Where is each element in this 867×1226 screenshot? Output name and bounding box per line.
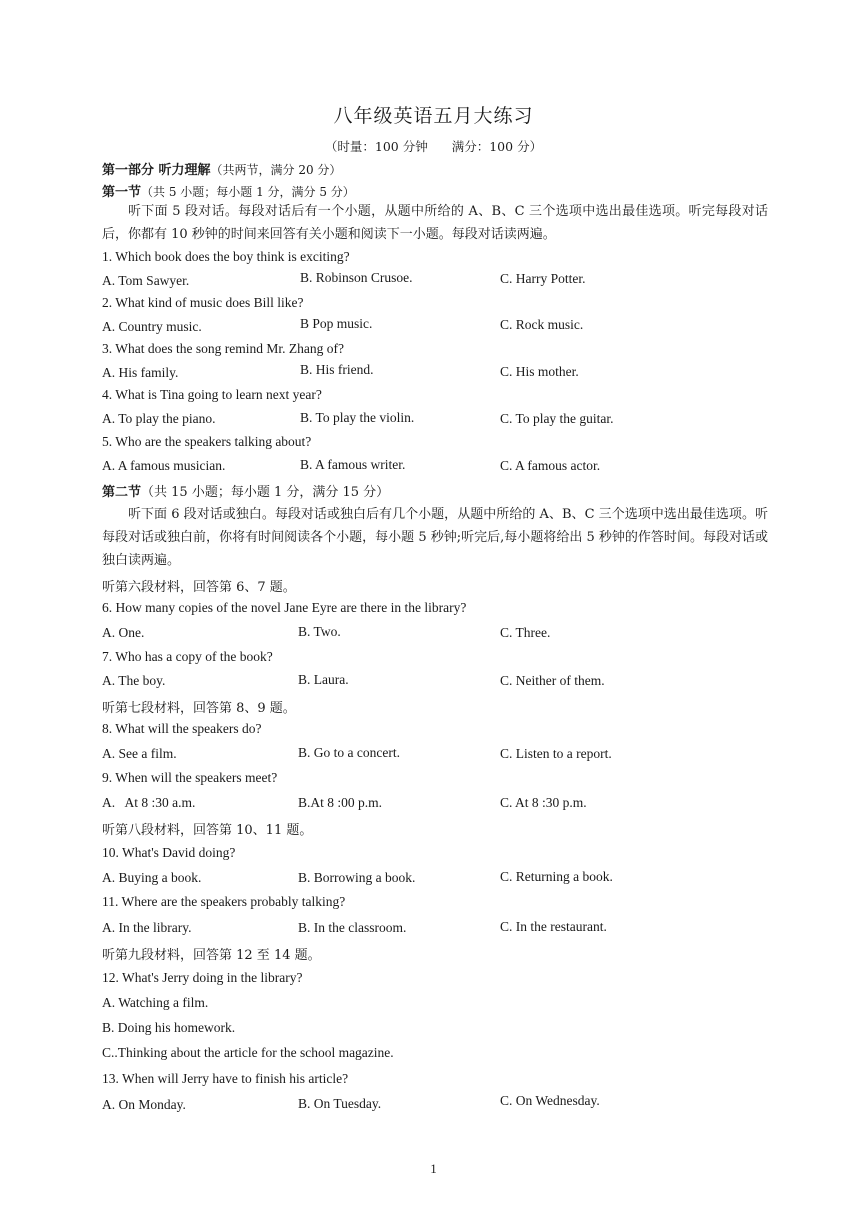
page-number: 1 <box>430 1161 437 1176</box>
part1-label: 第一部分 听力理解 <box>102 163 211 178</box>
question-5: 5. Who are the speakers talking about? <box>102 434 312 449</box>
q13-option-c: C. On Wednesday. <box>500 1093 600 1108</box>
q9-option-b: B.At 8 :00 p.m. <box>298 795 383 810</box>
q1-option-c: C. Harry Potter. <box>500 271 586 286</box>
q11-option-c: C. In the restaurant. <box>500 919 607 934</box>
section2-note: （共 15 小题；每小题 1 分，满分 15 分） <box>141 485 390 500</box>
q13-option-b: B. On Tuesday. <box>298 1096 382 1111</box>
section1-note: （共 5 小题；每小题 1 分，满分 5 分） <box>141 185 355 199</box>
part1-heading <box>102 159 341 178</box>
section1-instructions: 听下面 5 段对话。每段对话后有一个小题，从题中所给的 A、B、C 三个选项中选出最佳选项。听完每段对话后，你都有 10 秒钟的时间来回答有关小题和阅读下一小题。每段对话读两遍。 <box>102 204 768 242</box>
question-6: 6. How many copies of the novel Jane Eyre are there in the library? <box>102 600 467 615</box>
material-8-label: 听第八段材料，回答第 10、11 题。 <box>102 823 313 838</box>
q3-option-b: B. His friend. <box>300 362 374 377</box>
q6-option-c: C. Three. <box>500 625 551 640</box>
q3-option-c: C. His mother. <box>500 364 579 379</box>
q3-option-a: A. His family. <box>102 365 179 380</box>
question-10: 10. What's David doing? <box>102 845 236 860</box>
q7-option-a: A. The boy. <box>102 673 166 688</box>
q7-option-b: B. Laura. <box>298 672 349 687</box>
q5-option-a: A. A famous musician. <box>102 458 226 473</box>
question-7: 7. Who has a copy of the book? <box>102 649 273 664</box>
material-6-label: 听第六段材料，回答第 6、7 题。 <box>102 580 296 595</box>
q2-option-a: A. Country music. <box>102 319 202 334</box>
page-title: 八年级英语五月大练习 <box>333 105 534 127</box>
q1-option-a: A. Tom Sawyer. <box>102 273 190 288</box>
q10-option-b: B. Borrowing a book. <box>298 870 416 885</box>
q8-option-c: C. Listen to a report. <box>500 746 612 761</box>
exam-meta <box>0 137 867 155</box>
q4-option-c: C. To play the guitar. <box>500 411 614 426</box>
q12-option-a: A. Watching a film. <box>102 995 209 1010</box>
question-8: 8. What will the speakers do? <box>102 721 262 736</box>
question-9: 9. When will the speakers meet? <box>102 770 278 785</box>
q6-option-b: B. Two. <box>298 624 341 639</box>
q7-option-c: C. Neither of them. <box>500 673 605 688</box>
time-limit: （时量：100 分钟 <box>324 139 428 154</box>
question-3: 3. What does the song remind Mr. Zhang of? <box>102 341 344 356</box>
question-13: 13. When will Jerry have to finish his article? <box>102 1071 349 1086</box>
q11-option-a: A. In the library. <box>102 920 192 935</box>
question-4: 4. What is Tina going to learn next year? <box>102 387 322 402</box>
section1-heading <box>102 181 355 200</box>
section2-label: 第二节 <box>102 485 142 500</box>
q13-option-a: A. On Monday. <box>102 1097 186 1112</box>
q6-option-a: A. One. <box>102 625 145 640</box>
q11-option-b: B. In the classroom. <box>298 920 407 935</box>
material-7-label: 听第七段材料，回答第 8、9 题。 <box>102 701 296 716</box>
section2-instructions: 听下面 6 段对话或独白。每段对话或独白后有几个小题，从题中所给的 A、B、C 三个选项中选出最佳选项。听每段对话或独白前，你将有时间阅读各个小题，每小题 5 秒钟;听完后,每小题将给出 5 秒钟的作答时间。每段对话或独白读两遍。 <box>102 507 768 568</box>
question-12: 12. What's Jerry doing in the library? <box>102 970 303 985</box>
material-9-label: 听第九段材料，回答第 12 至 14 题。 <box>102 948 321 963</box>
q10-option-a: A. Buying a book. <box>102 870 202 885</box>
q9-option-a: A. At 8 :30 a.m. <box>102 795 196 810</box>
question-1: 1. Which book does the boy think is exciting? <box>102 249 350 264</box>
section1-label: 第一节 <box>102 185 142 200</box>
q12-option-c: C..Thinking about the article for the school magazine. <box>102 1045 394 1060</box>
q4-option-a: A. To play the piano. <box>102 411 216 426</box>
q2-option-c: C. Rock music. <box>500 317 584 332</box>
q1-option-b: B. Robinson Crusoe. <box>300 270 413 285</box>
q5-option-c: C. A famous actor. <box>500 458 601 473</box>
q4-option-b: B. To play the violin. <box>300 410 415 425</box>
q8-option-b: B. Go to a concert. <box>298 745 400 760</box>
total-score: 满分：100 分） <box>451 139 543 154</box>
q10-option-c: C. Returning a book. <box>500 869 613 884</box>
q12-option-b: B. Doing his homework. <box>102 1020 236 1035</box>
question-2: 2. What kind of music does Bill like? <box>102 295 304 310</box>
question-11: 11. Where are the speakers probably talking? <box>102 894 346 909</box>
part1-note: （共两节，满分 20 分） <box>210 163 342 177</box>
q9-option-c: C. At 8 :30 p.m. <box>500 795 587 810</box>
q5-option-b: B. A famous writer. <box>300 457 406 472</box>
q2-option-b: B Pop music. <box>300 316 373 331</box>
q8-option-a: A. See a film. <box>102 746 177 761</box>
section2-heading <box>102 481 389 500</box>
